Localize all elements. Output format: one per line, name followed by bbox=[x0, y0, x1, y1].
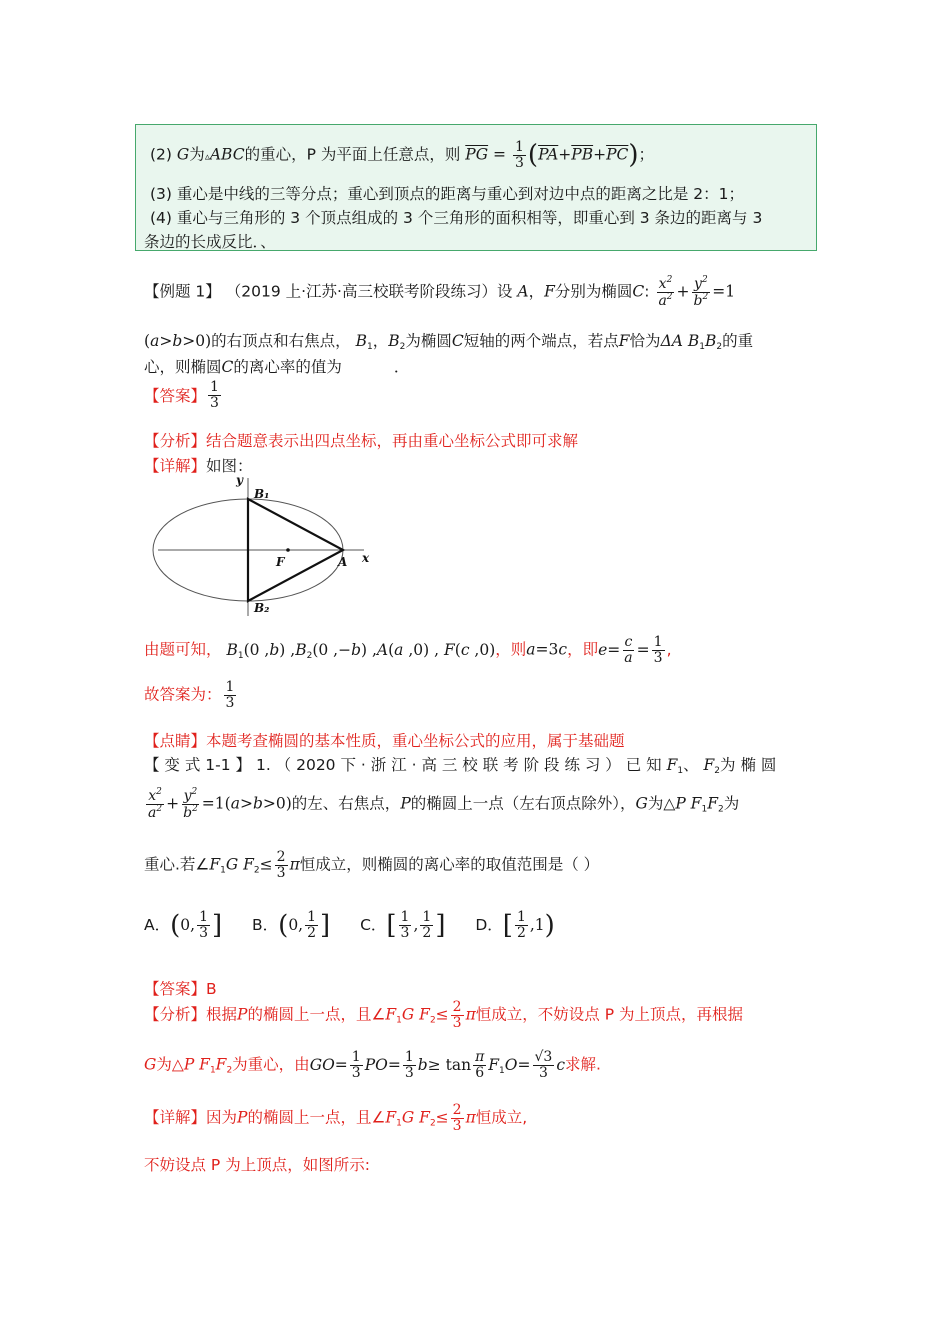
variant-line-2: $\frac{x^2}{a^2}$ + $\frac{y^2}{b^2}$ =1(a>b>0)的左、右焦点，P的椭圆上一点（左右顶点除外），G为△P $F_1F_2$为 bbox=[148, 787, 740, 821]
label-b2: B₂ bbox=[254, 601, 270, 615]
option-b[interactable]: B．(0, $\frac{1}{2}$ ] bbox=[252, 909, 331, 941]
detail-2-line-2: 不妨设点 P 为上顶点，如图所示: bbox=[144, 1156, 370, 1174]
box-line-4a: (4) 重心与三角形的 3 个顶点组成的 3 个三角形的面积相等，即重心到 3 条边的距离与 3 bbox=[150, 209, 763, 227]
label-a: A bbox=[338, 555, 348, 569]
analysis-2-line-1: 【分析】根据P的椭圆上一点，且$\angle F_1G$ $F_2\le$ $\frac{2}{3}$ π恒成立，不妨设点 P 为上顶点，再根据 bbox=[144, 999, 743, 1031]
derivation: 由题可知， $B_1(0$ ,b) $,B_2(0$ ,−b) ,A(a ,0) , F(c ,0)，则a=3c，即e= $\frac{c}{a}$ = $\frac{1}{3}$ , bbox=[144, 634, 672, 666]
answer-1: 【答案】 $\frac{1}{3}$ bbox=[144, 379, 219, 411]
detail-2-line-1: 【详解】因为P的椭圆上一点，且$\angle F_1G$ $F_2\le$ $\frac{2}{3}$ π恒成立, bbox=[144, 1102, 528, 1134]
example-1-line-3: 心，则椭圆C的离心率的值为 ． bbox=[144, 358, 410, 376]
answer-2: 【答案】B bbox=[144, 980, 217, 998]
variant-line-3: 重心.若$\angle F_1G$ $F_2\le$ $\frac{2}{3}$ π恒成立，则椭圆的离心率的取值范围是（ ） bbox=[144, 849, 600, 881]
remark: 【点睛】本题考查椭圆的基本性质，重心坐标公式的应用，属于基础题 bbox=[144, 732, 625, 750]
label-b1: B₁ bbox=[254, 487, 270, 501]
analysis-1: 【分析】结合题意表示出四点坐标，再由重心坐标公式即可求解 bbox=[144, 432, 579, 450]
option-c[interactable]: C．[ $\frac{1}{3}$ , $\frac{1}{2}$ ] bbox=[360, 909, 446, 941]
box-line-3: (3) 重心是中线的三等分点；重心到顶点的距离与重心到对边中点的距离之比是 2：1； bbox=[150, 185, 745, 203]
label-f: F bbox=[276, 555, 285, 569]
box-line-2: (2) G为▵ABC的重心，P 为平面上任意点，则 $\overline{PG}$ = $\frac{1}{3}$ $(\overline{PA}+\overline{PB}+\overline{PC})$； bbox=[150, 139, 655, 171]
example-1-line-2: (a>b>0)的右顶点和右焦点， $B_1$，$B_2$为椭圆C短轴的两个端点，若点F恰为ΔA $B_1B_2$的重 bbox=[144, 332, 754, 352]
option-d[interactable]: D．[ $\frac{1}{2}$ ,1) bbox=[475, 909, 555, 941]
box-line-4b: 条边的长成反比．、 bbox=[144, 233, 276, 251]
option-a[interactable]: A．(0, $\frac{1}{3}$ ] bbox=[144, 909, 223, 941]
analysis-2-line-2: G为△P $F_1F_2$为重心，由GO= $\frac{1}{3}$ PO= $\frac{1}{3}$ b≥ tan $\frac{\pi}{6}$ $F_1O=$ $\frac{√3}{3}$ c求解. bbox=[144, 1049, 601, 1081]
conclusion: 故答案为： $\frac{1}{3}$ bbox=[144, 679, 235, 711]
ellipse-figure bbox=[150, 470, 380, 620]
variant-line-1: 【 变 式 1-1 】 1. （ 2020 下 · 浙 江 · 高 三 校 联 考 阶 段 练 习 ） 已 知 $F_1$、 $F_2$为 椭 圆 bbox=[144, 756, 777, 776]
detail-1: 【详解】如图： bbox=[144, 457, 253, 475]
label-x: x bbox=[362, 551, 370, 565]
focus-point bbox=[286, 548, 290, 552]
example-1-line-1: 【例题 1】 （2019 上·江苏·高三校联考阶段练习）设 A，F分别为椭圆C: $\frac{x^2}{a^2}$ + $\frac{y^2}{b^2}$ =1 bbox=[144, 275, 736, 309]
label-y: y bbox=[236, 473, 243, 487]
options-row bbox=[144, 910, 555, 940]
